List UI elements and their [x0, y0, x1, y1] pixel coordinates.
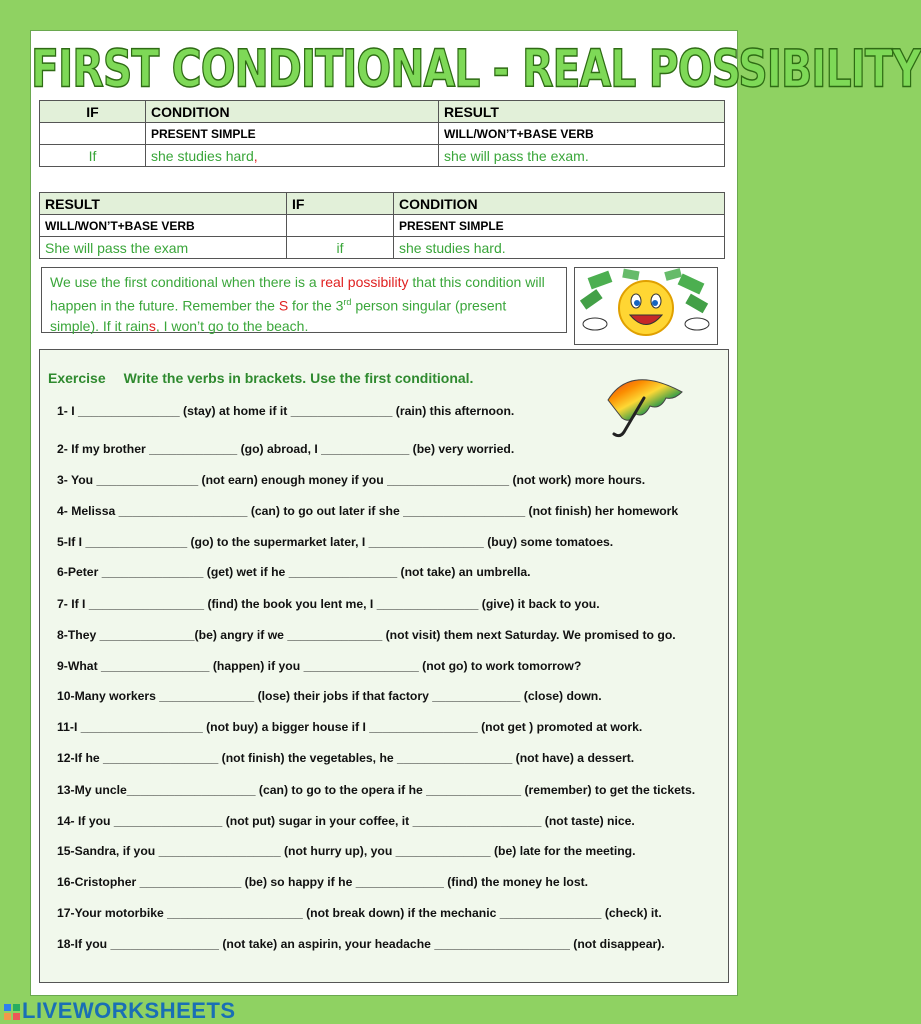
header-if: IF — [287, 193, 394, 215]
form-if — [287, 215, 394, 237]
liveworksheets-logo — [4, 998, 236, 1024]
exercise-item-15: 15-Sandra, if you __________________ (not hurry up), you ______________ (be) late for the meeting. — [57, 844, 636, 858]
info-text-4: person singular (present simple). If it rain — [50, 297, 507, 334]
exercise-item-13: 13-My uncle___________________ (can) to go to the opera if he ______________ (remember) to get the tickets. — [57, 783, 696, 797]
structure-table-result-first — [39, 192, 725, 259]
exercise-panel — [39, 349, 729, 983]
form-condition: PRESENT SIMPLE — [394, 215, 725, 237]
exercise-item-17: 17-Your motorbike ____________________ (not break down) if the mechanic _______________ (check) it. — [57, 906, 662, 920]
exercise-item-18: 18-If you ________________ (not take) an aspirin, your headache ____________________ (not disappear). — [57, 937, 665, 951]
header-condition: CONDITION — [146, 101, 439, 123]
rule-explanation — [41, 267, 567, 333]
info-highlight-s: S — [278, 297, 289, 314]
exercise-item-10: 10-Many workers ______________ (lose) their jobs if that factory _____________ (close) down. — [57, 689, 602, 703]
info-highlight-s-ending: s — [148, 317, 156, 334]
header-if: IF — [40, 101, 146, 123]
example-result: she will pass the exam. — [439, 145, 725, 167]
exercise-item-2: 2- If my brother _____________ (go) abroad, I _____________ (be) very worried. — [57, 442, 515, 456]
example-if: If — [40, 145, 146, 167]
form-result: WILL/WON’T+BASE VERB — [40, 215, 287, 237]
info-text-5: , I won’t go to the beach. — [155, 317, 309, 334]
header-result: RESULT — [439, 101, 725, 123]
exercise-item-1: 1- I _______________ (stay) at home if it _______________ (rain) this afternoon. — [57, 404, 515, 418]
structure-table-if-first — [39, 100, 725, 167]
header-result: RESULT — [40, 193, 287, 215]
liveworksheets-logo-icon — [4, 1004, 20, 1020]
form-result: WILL/WON’T+BASE VERB — [439, 123, 725, 145]
exercise-item-9: 9-What ________________ (happen) if you _________________ (not go) to work tomorrow? — [57, 659, 582, 673]
umbrella-icon — [600, 370, 690, 442]
exercise-heading — [48, 370, 473, 386]
page-title: FIRST CONDITIONAL - REAL POSSIBILITY — [31, 39, 921, 99]
example-condition — [146, 145, 439, 167]
smiley-money-icon — [575, 268, 715, 342]
info-text-2: that this condition will happen in the future. Remember the — [50, 274, 545, 314]
exercise-instruction: Write the verbs in brackets. Use the first conditional. — [123, 370, 474, 386]
form-condition: PRESENT SIMPLE — [146, 123, 439, 145]
info-text-1: We use the first conditional when there is a — [50, 274, 321, 290]
example-if: if — [287, 237, 394, 259]
logo-text: LIVEWORKSHEETS — [22, 998, 236, 1023]
exercise-item-12: 12-If he _________________ (not finish) the vegetables, he _________________ (not have) a dessert. — [57, 751, 635, 765]
smiley-money-image — [574, 267, 718, 345]
example-condition-text: she studies hard — [151, 147, 254, 164]
exercise-item-16: 16-Cristopher _______________ (be) so happy if he _____________ (find) the money he lost. — [57, 875, 589, 889]
exercise-item-14: 14- If you ________________ (not put) sugar in your coffee, it ___________________ (not taste) nice. — [57, 814, 635, 828]
worksheet — [30, 30, 921, 996]
exercise-item-6: 6-Peter _______________ (get) wet if he ________________ (not take) an umbrella. — [57, 565, 531, 579]
exercise-item-5: 5-If I _______________ (go) to the supermarket later, I _________________ (buy) some tomatoes. — [57, 535, 614, 549]
header-condition: CONDITION — [394, 193, 725, 215]
info-highlight-real-possibility: real possibility — [320, 274, 409, 290]
example-condition: she studies hard. — [394, 237, 725, 259]
example-comma: , — [253, 147, 258, 164]
exercise-item-3: 3- You _______________ (not earn) enough money if you __________________ (not work) more hours. — [57, 473, 646, 487]
exercise-item-4: 4- Melissa ___________________ (can) to go out later if she __________________ (not finish) her homework — [57, 504, 679, 518]
exercise-item-11: 11-I __________________ (not buy) a bigger house if I ________________ (not get ) promoted at work. — [57, 720, 643, 734]
exercise-item-8: 8-They ______________(be) angry if we ______________ (not visit) them next Saturday. We promised to go. — [57, 628, 676, 642]
example-result: She will pass the exam — [40, 237, 287, 259]
form-if — [40, 123, 146, 145]
info-text-3: for the 3 — [288, 297, 344, 314]
exercise-item-7: 7- If I _________________ (find) the book you lent me, I _______________ (give) it back to you. — [57, 597, 600, 611]
exercise-label: Exercise — [48, 370, 106, 386]
info-superscript-rd: rd — [343, 297, 352, 307]
